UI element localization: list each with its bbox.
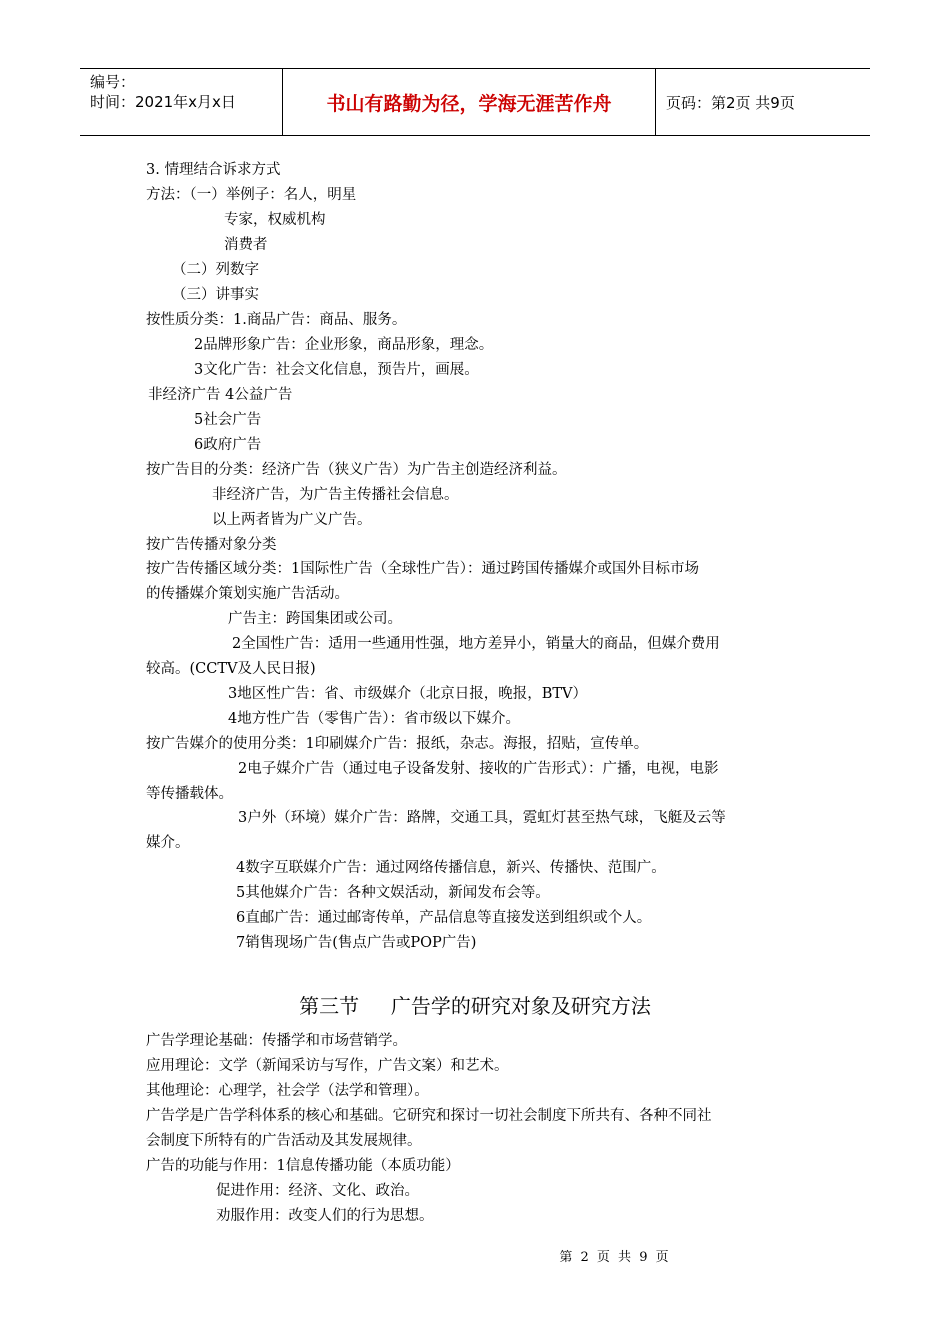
text-line: 3文化广告：社会文化信息，预告片，画展。 (194, 362, 479, 378)
text-line: 按广告媒介的使用分类：1印刷媒介广告：报纸，杂志。海报，招贴，宣传单。 (146, 736, 649, 752)
text-line: 非经济广告，为广告主传播社会信息。 (212, 487, 459, 503)
text-line: 2电子媒介广告（通过电子设备发射、接收的广告形式）：广播，电视，电影 (238, 761, 719, 777)
page-footer: 第 2 页 共 9 页 (559, 1250, 671, 1265)
text-line: （二）列数字 (172, 262, 259, 278)
text-line: 较高。(CCTV及人民日报) (146, 661, 316, 677)
text-line: 按广告目的分类：经济广告（狭义广告）为广告主创造经济利益。 (146, 462, 567, 478)
text-line: 3. 情理结合诉求方式 (146, 162, 281, 178)
text-line: 广告学理论基础：传播学和市场营销学。 (146, 1033, 407, 1049)
header-page-label: 页码：第2页 共9页 (666, 93, 795, 112)
section-title: 第三节 广告学的研究对象及研究方法 (299, 994, 651, 1018)
text-line: 6直邮广告：通过邮寄传单，产品信息等直接发送到组织或个人。 (236, 910, 652, 926)
text-line: 7销售现场广告(售点广告或POP广告) (236, 935, 477, 951)
text-line: 6政府广告 (194, 437, 262, 453)
text-line: 2品牌形象广告：企业形象，商品形象，理念。 (194, 337, 494, 353)
date-label: 时间：2021年x月x日 (90, 93, 236, 111)
text-line: 会制度下所特有的广告活动及其发展规律。 (146, 1133, 422, 1149)
text-line: 2全国性广告：适用一些通用性强，地方差异小，销量大的商品，但媒介费用 (232, 636, 720, 652)
text-line: 方法：（一）举例子：名人，明星 (146, 187, 357, 203)
text-line: 以上两者皆为广义广告。 (212, 512, 372, 528)
text-line: 4地方性广告（零售广告）：省市级以下媒介。 (228, 711, 520, 727)
text-line: 按性质分类：1.商品广告：商品、服务。 (146, 312, 407, 328)
text-line: 广告学是广告学科体系的核心和基础。它研究和探讨一切社会制度下所共有、各种不同社 (146, 1108, 712, 1124)
text-line: 3户外（环境）媒介广告：路牌，交通工具，霓虹灯甚至热气球，飞艇及云等 (238, 810, 726, 826)
header-meta (80, 69, 283, 135)
text-line: 劝服作用：改变人们的行为思想。 (216, 1208, 434, 1224)
text-line: 4数字互联媒介广告：通过网络传播信息，新兴、传播快、范围广。 (236, 860, 666, 876)
text-line: 按广告传播区域分类：1国际性广告（全球性广告）：通过跨国传播媒介或国外目标市场 (146, 561, 699, 577)
text-line: 3地区性广告：省、市级媒介（北京日报，晚报，BTV） (228, 686, 588, 702)
text-line: （三）讲事实 (172, 287, 259, 303)
text-line: 广告的功能与作用：1信息传播功能（本质功能） (146, 1158, 460, 1174)
text-line: 5其他媒介广告：各种文娱活动，新闻发布会等。 (236, 885, 550, 901)
text-line: 5社会广告 (194, 412, 262, 428)
text-line: 应用理论：文学（新闻采访与写作，广告文案）和艺术。 (146, 1058, 509, 1074)
text-line: 媒介。 (146, 835, 190, 851)
text-line: 其他理论：心理学，社会学（法学和管理）。 (146, 1083, 429, 1099)
text-line: 按广告传播对象分类 (146, 537, 277, 553)
text-line: 等传播载体。 (146, 786, 233, 802)
text-line: 促进作用：经济、文化、政治。 (216, 1183, 419, 1199)
text-line: 专家，权威机构 (224, 212, 326, 228)
page-header (80, 68, 870, 136)
header-motto: 书山有路勤为径，学海无涯苦作舟 (283, 69, 656, 135)
text-line: 的传播媒介策划实施广告活动。 (146, 586, 349, 602)
text-line: 广告主：跨国集团或公司。 (228, 611, 402, 627)
number-label: 编号： (90, 73, 136, 91)
text-line: 消费者 (224, 237, 268, 253)
text-line: 非经济广告 4公益广告 (148, 387, 293, 403)
